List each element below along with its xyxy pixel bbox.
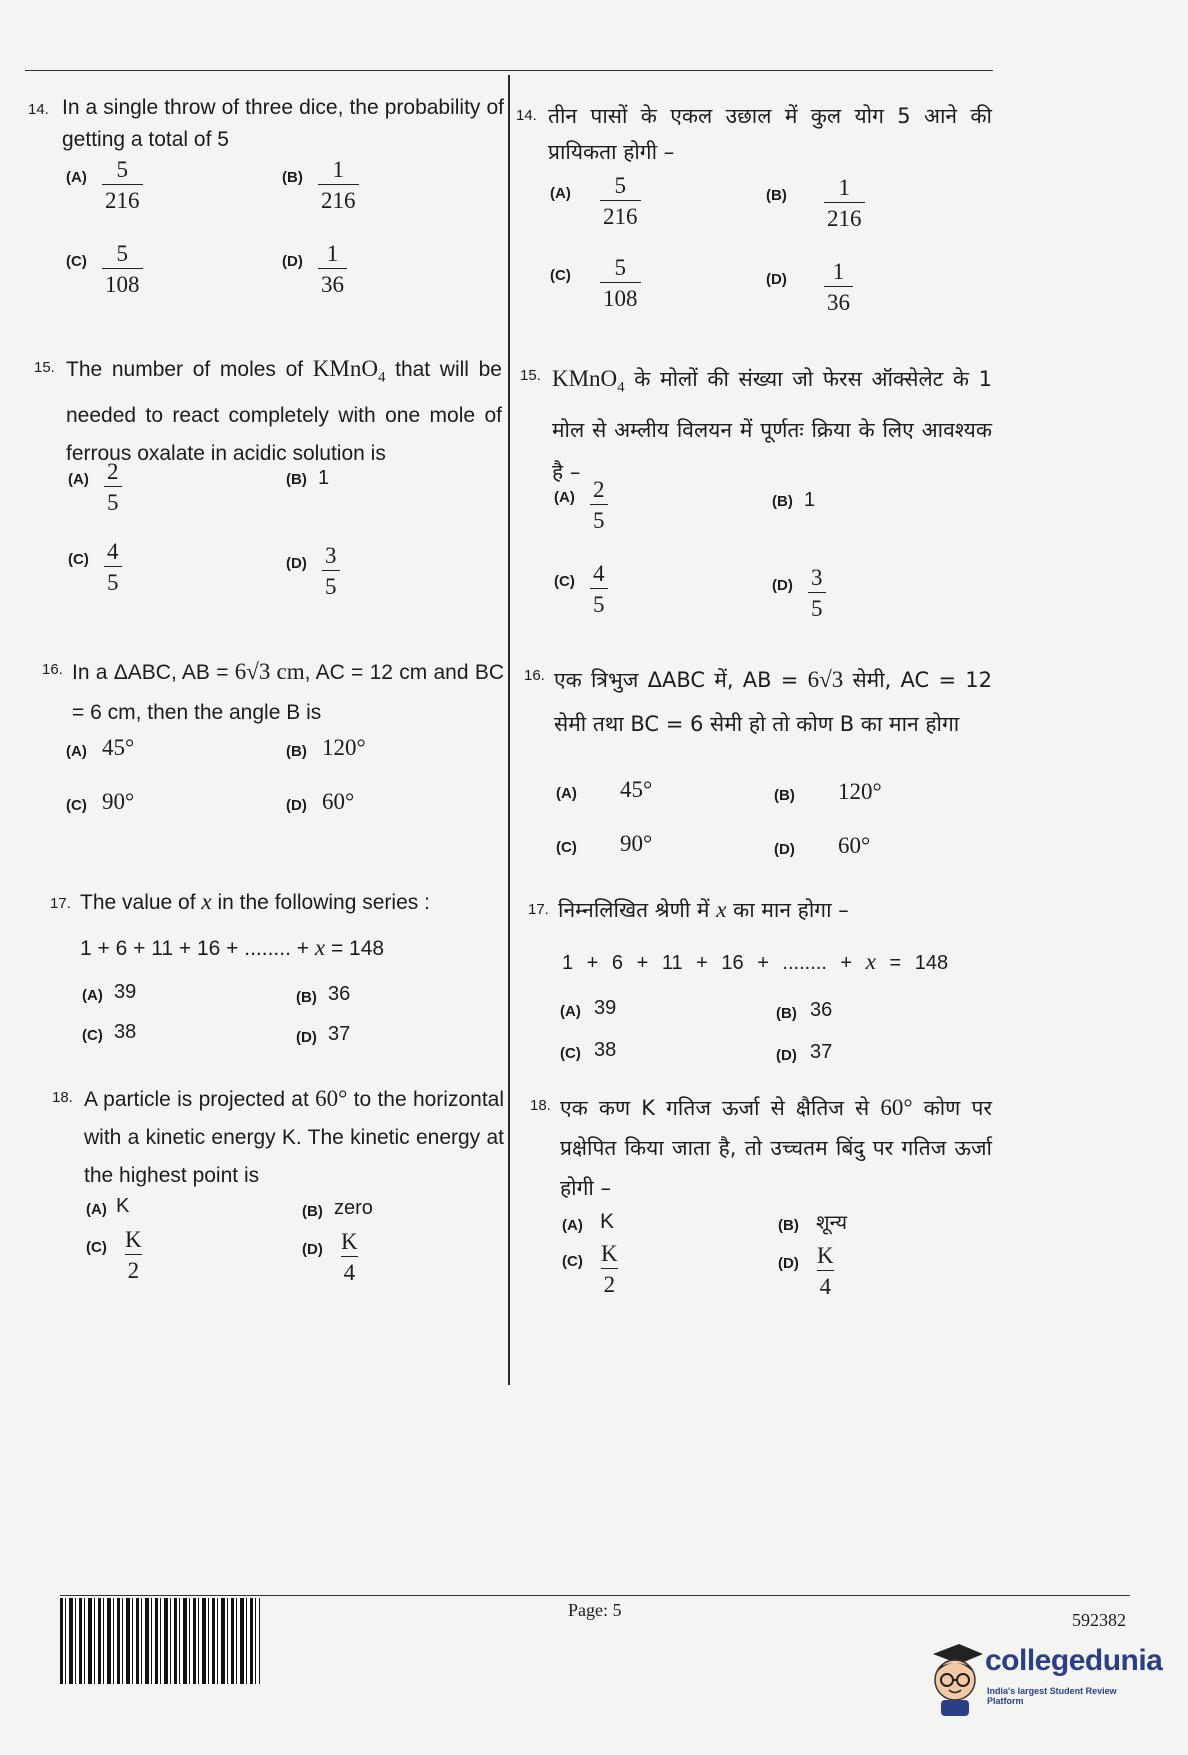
question-number: 17. [50, 895, 71, 912]
series-expression: 1 + 6 + 11 + 16 + ........ + x = 148 [80, 935, 385, 960]
fraction: $\frac{2}{5}$ [104, 458, 122, 517]
logo-tagline: India's largest Student Review Platform [987, 1686, 1117, 1706]
question-number: 14. [516, 107, 537, 124]
fraction: $\frac{4}{5}$ [104, 538, 122, 597]
fraction: $\frac{1}{216}$ [318, 156, 359, 215]
fraction: $\frac{3}{5}$ [322, 542, 340, 601]
question-text: In a single throw of three dice, the probability of getting a total of 5 [62, 96, 504, 151]
english-column: 14. In a single throw of three dice, the probability of getting a total of 5 (A) $\frac{5}{216}$ (B) $\frac{1}{216}$ (C) $\frac{5}{108}$ (D) $\frac{1}{36}$ 15. The number of moles of KMnO$_4$ that will be needed to react completely with one mole of ferrous oxalate in acidic solution is (A) $\frac{2}{5}$ (B) 1 (C) $\frac{4}{5}$ (D) $\frac{3}{5}$ 16. In a ΔABC, AB = 6√3 cm, AC = 12 cm and BC = 6 cm, then the angle B is (A) 45° (B) 120° (C) 90° (D) 60° 17. The value of x in the following series : 1 + 6 + 11 + 16 + ........ + x = 148 (A) 39 (B) 36 (C) 38 (D) 37 18. A particle is projected at 60° to the horizontal with a kinetic energy K. The kinetic energy at the highest point is (A) K (B) zero (C) $\frac{K}{2}$ (D) $\frac{K}{4}$ [28, 0, 508, 1400]
fraction: $\frac{2}{5}$ [590, 476, 608, 535]
fraction: $\frac{K}{4}$ [341, 1229, 358, 1285]
fraction: $\frac{1}{36}$ [318, 240, 347, 299]
fraction: $\frac{5}{108}$ [102, 240, 143, 299]
question-text: निम्नलिखित श्रेणी में x का मान होगा – [558, 897, 849, 922]
footer-rule [60, 1595, 1130, 1596]
fraction: $\frac{K}{2}$ [601, 1241, 618, 1297]
question-number: 18. [530, 1097, 551, 1114]
fraction: $\frac{K}{4}$ [817, 1243, 834, 1299]
question-text: The value of x in the following series : [80, 889, 430, 914]
question-number: 16. [524, 667, 545, 684]
question-number: 17. [528, 901, 549, 918]
question-text: In a ΔABC, AB = 6√3 cm, AC = 12 cm and BC = 6 cm, then the angle B is [72, 659, 504, 724]
question-number: 15. [520, 367, 541, 384]
page-number: Page: 5 [568, 1600, 622, 1620]
fraction: $\frac{1}{36}$ [824, 258, 853, 317]
fraction: $\frac{1}{216}$ [824, 174, 865, 233]
question-text: The number of moles of KMnO$_4$ that will be needed to react completely with one mole of ferrous oxalate in acidic solution is [66, 356, 502, 465]
fraction: $\frac{K}{2}$ [125, 1227, 142, 1283]
series-expression: 1 + 6 + 11 + 16 + ........ + x = 148 [562, 949, 949, 974]
barcode [60, 1598, 260, 1684]
fraction: $\frac{5}{216}$ [600, 172, 641, 231]
question-number: 14. [28, 101, 49, 118]
question-number: 18. [52, 1089, 73, 1106]
question-number: 15. [34, 359, 55, 376]
mascot-icon [925, 1640, 985, 1720]
fraction: $\frac{5}{216}$ [102, 156, 143, 215]
logo-text: collegedunia [985, 1644, 1163, 1677]
fraction: $\frac{4}{5}$ [590, 560, 608, 619]
collegedunia-logo [925, 1640, 1163, 1720]
question-text: तीन पासों के एकल उछाल में कुल योग 5 आने की प्रायिकता होगी – [548, 104, 992, 164]
question-text: A particle is projected at 60° to the horizontal with a kinetic energy K. The kinetic energy at the highest point is [84, 1086, 505, 1187]
question-text: एक त्रिभुज ΔABC में, AB = 6√3 सेमी, AC = 12 सेमी तथा BC = 6 सेमी हो तो कोण B का मान होगा [554, 667, 992, 736]
question-text: KMnO$_4$ के मोलों की संख्या जो फेरस ऑक्सेलेट के 1 मोल से अम्लीय विलयन में पूर्णतः क्रिया के लिए आवश्यक है – [552, 366, 992, 484]
fraction: $\frac{5}{108}$ [600, 254, 641, 313]
question-text: एक कण K गतिज ऊर्जा से क्षैतिज से 60° कोण पर प्रक्षेपित किया जाता है, तो उच्चतम बिंदु पर गतिज ऊर्जा होगी – [560, 1095, 992, 1200]
column-divider [508, 75, 510, 1385]
paper-code: 592382 [1072, 1610, 1126, 1630]
question-number: 16. [42, 661, 63, 678]
fraction: $\frac{3}{5}$ [808, 564, 826, 623]
hindi-column: 14. तीन पासों के एकल उछाल में कुल योग 5 आने की प्रायिकता होगी – (A) $\frac{5}{216}$ (B) $\frac{1}{216}$ (C) $\frac{5}{108}$ (D) $\frac{1}{36}$ 15. KMnO$_4$ के मोलों की संख्या जो फेरस ऑक्सेलेट के 1 मोल से अम्लीय विलयन में पूर्णतः क्रिया के लिए आवश्यक है – (A) $\frac{2}{5}$ (B) 1 (C) $\frac{4}{5}$ (D) $\frac{3}{5}$ 16. एक त्रिभुज ΔABC में, AB = 6√3 सेमी, AC = 12 सेमी तथा BC = 6 सेमी हो तो कोण B का मान होगा (A) 45° (B) 120° (C) 90° (D) 60° 17. निम्नलिखित श्रेणी में x का मान होगा – 1 + 6 + 11 + 16 + ........ + x = 148 (A) 39 (B) 36 (C) 38 (D) 37 18. एक कण K गतिज ऊर्जा से क्षैतिज से 60° कोण पर प्रक्षेपित किया जाता है, तो उच्चतम बिंदु पर गतिज ऊर्जा होगी – (A) K (B) शून्य (C) $\frac{K}{2}$ (D) $\frac{K}{4}$ [516, 0, 996, 1400]
